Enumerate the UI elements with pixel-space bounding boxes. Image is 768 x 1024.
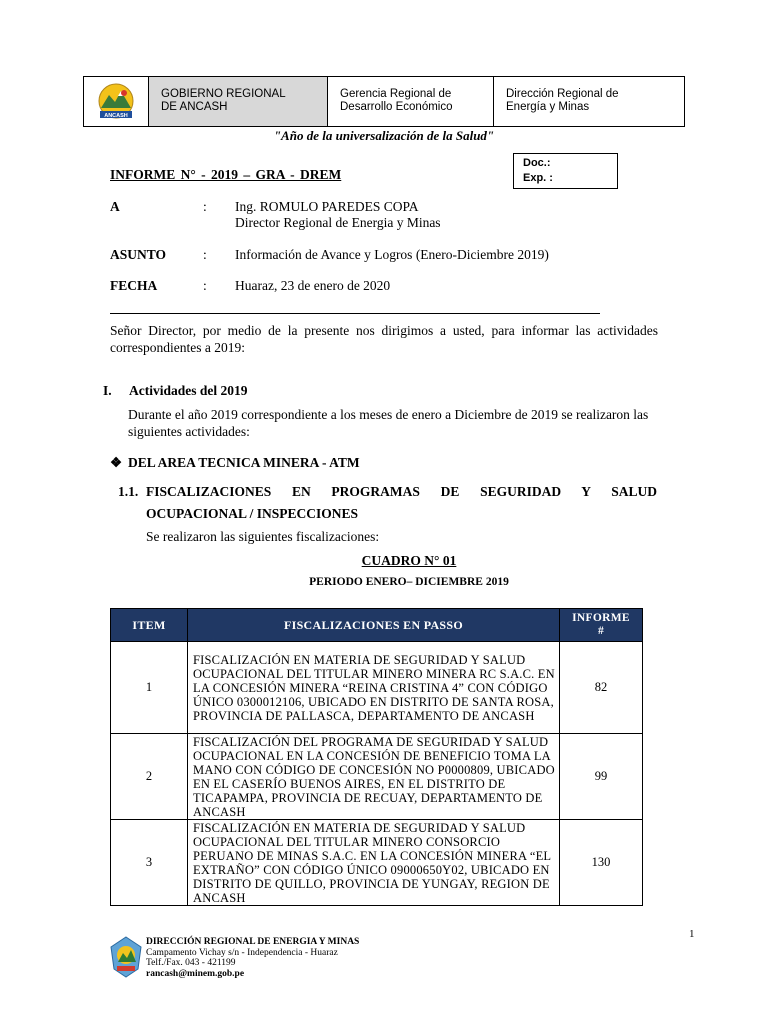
footer-email: rancash@minem.gob.pe <box>146 969 245 979</box>
field-a-sep: : <box>203 199 207 214</box>
footer-org: DIRECCIÓN REGIONAL DE ENERGIA Y MINAS <box>146 937 360 947</box>
table-row <box>111 642 643 734</box>
field-a-label: A <box>110 199 120 214</box>
fiscalizaciones-table <box>110 608 643 906</box>
field-a-name: Ing. ROMULO PAREDES COPA <box>235 199 419 214</box>
logo-text: ANCASH <box>104 112 128 119</box>
header-cell-gobierno: GOBIERNO REGIONAL DE ANCASH <box>149 77 328 126</box>
separator-line <box>110 313 600 314</box>
row-informe: 82 <box>560 642 643 734</box>
subsection-number: 1.1. <box>118 484 139 499</box>
footer-address: Campamento Vichay s/n - Independencia - Huaraz <box>146 948 338 958</box>
row-description: FISCALIZACIÓN DEL PROGRAMA DE SEGURIDAD Y SALUD OCUPACIONAL EN LA CONCESIÓN DE BENEFICIO TOMA LA MANO CON CÓDIGO DE CONCESIÓN NO P0000809, UBICADO EN EL CASERÍO BUENOS AIRES, EN EL DISTRITO DE TICAPAMPA, PROVINCIA DE RECUAY, DEPARTAMENTO DE ANCASH <box>188 734 560 820</box>
table-header-row <box>111 609 643 642</box>
table-row <box>111 734 643 820</box>
field-fecha-sep: : <box>203 278 207 293</box>
intro-paragraph: Señor Director, por medio de la presente nos dirigimos a usted, para informar las actividades correspondientes a 2019: <box>110 323 658 355</box>
header-item: ITEM <box>111 609 188 642</box>
area-bullet-icon: ❖ <box>110 455 123 470</box>
gobierno-regional-logo <box>84 77 149 126</box>
cuadro-period: PERIODO ENERO– DICIEMBRE 2019 <box>309 576 509 588</box>
footer-logo <box>108 935 144 984</box>
section1-number: I. <box>103 383 112 398</box>
field-asunto-sep: : <box>203 247 207 262</box>
field-fecha-label: FECHA <box>110 278 158 293</box>
row-description: FISCALIZACIÓN EN MATERIA DE SEGURIDAD Y SALUD OCUPACIONAL DEL TITULAR MINERO MINERA RC S.A.C. EN LA CONCESIÓN MINERA “REINA CRISTINA 4” CON CÓDIGO ÚNICO 0300012106, UBICADO EN DISTRITO DE SANTA ROSA, PROVINCIA DE PALLASCA, DEPARTAMENTO DE ANCASH <box>188 642 560 734</box>
row-item: 2 <box>111 734 188 820</box>
row-item: 3 <box>111 820 188 906</box>
field-asunto-label: ASUNTO <box>110 247 167 262</box>
header-informe: INFORME # <box>560 609 643 642</box>
cuadro-title-text: CUADRO N° 01 <box>361 553 457 568</box>
subsection-title-line2: OCUPACIONAL / INSPECCIONES <box>146 506 359 521</box>
year-motto: "Año de la universalización de la Salud" <box>273 128 495 143</box>
table-row <box>111 820 643 906</box>
header-cell-gerencia: Gerencia Regional de Desarrollo Económico <box>328 77 494 126</box>
header-fiscalizaciones: FISCALIZACIONES EN PASSO <box>188 609 560 642</box>
exp-label: Exp. : <box>523 172 553 184</box>
subsection-title-line1: FISCALIZACIONES EN PROGRAMAS DE SEGURIDAD Y SALUD <box>146 484 657 499</box>
row-item: 1 <box>111 642 188 734</box>
doc-label: Doc.: <box>523 157 551 169</box>
header-cell-direccion: Dirección Regional de Energía y Minas <box>506 88 619 113</box>
field-asunto-value: Información de Avance y Logros (Enero-Diciembre 2019) <box>235 247 549 262</box>
doc-exp-box <box>513 153 618 189</box>
cuadro-title <box>0 553 768 569</box>
row-description: FISCALIZACIÓN EN MATERIA DE SEGURIDAD Y SALUD OCUPACIONAL DEL TITULAR MINERO CONSORCIO PERUANO DE MINAS S.A.C. EN LA CONCESIÓN MINERA “EL EXTRAÑO” CON CÓDIGO ÚNICO 09000650Y02, UBICADO EN DISTRITO DE QUILLO, PROVINCIA DE YUNGAY, REGION DE ANCASH <box>188 820 560 906</box>
field-a-position: Director Regional de Energia y Minas <box>235 215 441 230</box>
report-title: INFORME N° - 2019 – GRA - DREM <box>110 167 342 182</box>
footer-phone: Telf./Fax. 043 - 421199 <box>146 958 236 968</box>
section1-title: Actividades del 2019 <box>129 383 248 398</box>
field-fecha-value: Huaraz, 23 de enero de 2020 <box>235 278 391 293</box>
area-title: DEL AREA TECNICA MINERA - ATM <box>128 455 360 470</box>
header-table <box>83 76 685 127</box>
page-number: 1 <box>689 928 695 940</box>
section1-text: Durante el año 2019 correspondiente a los meses de enero a Diciembre de 2019 se realizaron las siguientes actividades: <box>128 407 649 439</box>
row-informe: 130 <box>560 820 643 906</box>
row-informe: 99 <box>560 734 643 820</box>
subsection-text: Se realizaron las siguientes fiscalizaciones: <box>146 529 380 544</box>
